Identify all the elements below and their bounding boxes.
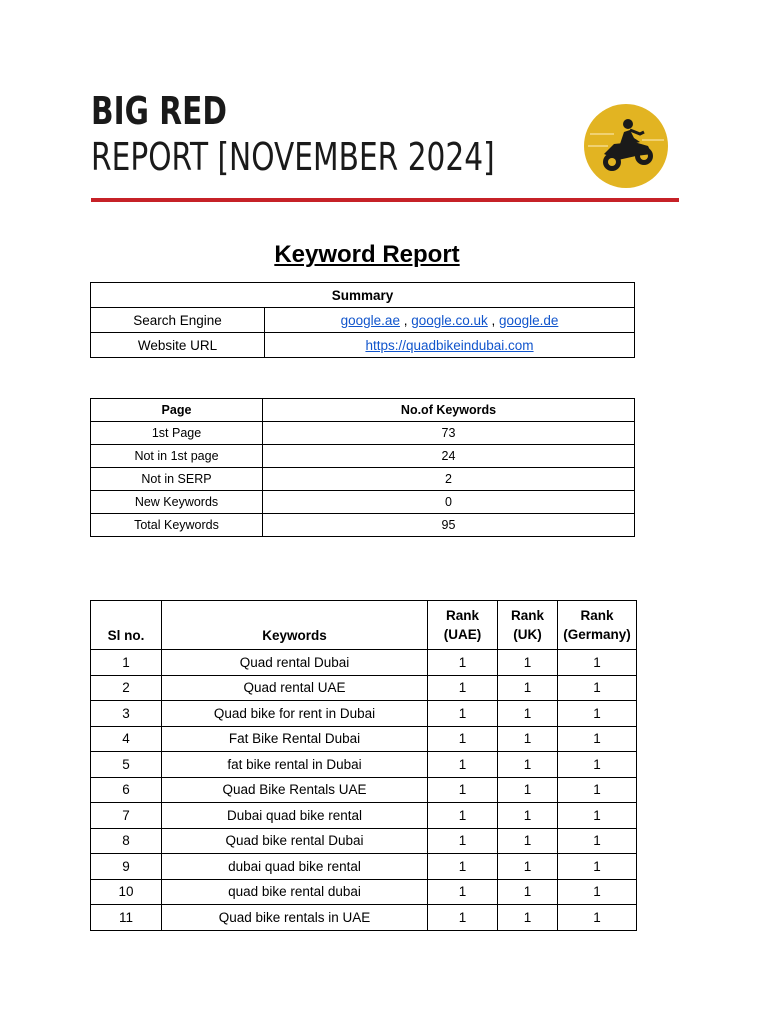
- keyword-cell: Fat Bike Rental Dubai: [162, 726, 428, 752]
- page-column-header: Page: [91, 399, 263, 422]
- sl-no-cell: 3: [91, 701, 162, 727]
- table-row: [91, 879, 637, 905]
- rank-uae-cell: 1: [428, 675, 498, 701]
- page-stats-header-row: [91, 399, 635, 422]
- keyword-cell: Quad bike rentals in UAE: [162, 905, 428, 931]
- table-row: [91, 752, 637, 778]
- rank-uae-cell: 1: [428, 905, 498, 931]
- rank-uae-cell: 1: [428, 701, 498, 727]
- brand-title: BIG RED: [91, 89, 227, 133]
- sl-no-cell: 6: [91, 777, 162, 803]
- website-url-label: Website URL: [91, 333, 265, 358]
- page-category: Not in SERP: [91, 468, 263, 491]
- search-engine-links: [265, 308, 635, 333]
- keyword-count: 73: [263, 422, 635, 445]
- rank-uae-cell: 1: [428, 777, 498, 803]
- rank-germany-cell: 1: [558, 905, 637, 931]
- rank-uae-cell: 1: [428, 803, 498, 829]
- website-url-cell: [265, 333, 635, 358]
- table-row: [91, 422, 635, 445]
- table-row: [91, 828, 637, 854]
- rank-germany-cell: 1: [558, 879, 637, 905]
- keyword-ranking-table: [90, 600, 637, 931]
- rank-uae-header: Rank (UAE): [428, 601, 498, 650]
- rank-uae-cell: 1: [428, 828, 498, 854]
- rank-germany-cell: 1: [558, 701, 637, 727]
- rank-uae-cell: 1: [428, 854, 498, 880]
- search-engine-link-ae[interactable]: google.ae: [340, 312, 400, 328]
- rank-uk-cell: 1: [498, 854, 558, 880]
- keyword-count: 24: [263, 445, 635, 468]
- table-row: [91, 777, 637, 803]
- keyword-cell: fat bike rental in Dubai: [162, 752, 428, 778]
- rank-germany-cell: 1: [558, 854, 637, 880]
- summary-table: [90, 282, 635, 358]
- page-stats-table: [90, 398, 635, 537]
- keyword-cell: Quad bike rental Dubai: [162, 828, 428, 854]
- header-divider: [91, 198, 679, 202]
- search-engine-link-de[interactable]: google.de: [499, 312, 559, 328]
- page-category: New Keywords: [91, 491, 263, 514]
- rank-germany-cell: 1: [558, 828, 637, 854]
- rank-uk-cell: 1: [498, 701, 558, 727]
- table-row: [91, 905, 637, 931]
- search-engine-link-uk[interactable]: google.co.uk: [411, 312, 488, 328]
- sl-no-cell: 1: [91, 650, 162, 676]
- keyword-cell: Dubai quad bike rental: [162, 803, 428, 829]
- rank-uk-cell: 1: [498, 726, 558, 752]
- table-row: [91, 726, 637, 752]
- page-category: Not in 1st page: [91, 445, 263, 468]
- rank-uk-cell: 1: [498, 828, 558, 854]
- rank-uk-cell: 1: [498, 803, 558, 829]
- report-period-title: REPORT [NOVEMBER 2024]: [91, 135, 495, 179]
- sl-no-cell: 4: [91, 726, 162, 752]
- rank-uae-cell: 1: [428, 650, 498, 676]
- sl-no-cell: 8: [91, 828, 162, 854]
- keyword-report-heading: Keyword Report: [274, 241, 460, 268]
- summary-row-website: [91, 333, 635, 358]
- rank-uae-cell: 1: [428, 752, 498, 778]
- keyword-cell: dubai quad bike rental: [162, 854, 428, 880]
- table-row: [91, 514, 635, 537]
- quad-bike-logo-icon: [584, 104, 668, 188]
- keyword-cell: Quad rental UAE: [162, 675, 428, 701]
- table-row: [91, 803, 637, 829]
- keyword-cell: Quad rental Dubai: [162, 650, 428, 676]
- rank-germany-cell: 1: [558, 726, 637, 752]
- keyword-count: 95: [263, 514, 635, 537]
- sl-no-cell: 7: [91, 803, 162, 829]
- summary-title: Summary: [91, 283, 635, 308]
- page-category: Total Keywords: [91, 514, 263, 537]
- keyword-cell: Quad Bike Rentals UAE: [162, 777, 428, 803]
- report-title: [91, 89, 609, 179]
- link-separator: ,: [487, 312, 500, 328]
- table-row: [91, 675, 637, 701]
- rank-uk-cell: 1: [498, 752, 558, 778]
- sl-no-cell: 11: [91, 905, 162, 931]
- keyword-cell: Quad bike for rent in Dubai: [162, 701, 428, 727]
- sl-no-cell: 5: [91, 752, 162, 778]
- rank-uae-cell: 1: [428, 879, 498, 905]
- rank-uk-header: Rank (UK): [498, 601, 558, 650]
- rank-uk-cell: 1: [498, 675, 558, 701]
- rank-uk-cell: 1: [498, 905, 558, 931]
- keyword-table-header-row: [91, 601, 637, 650]
- table-row: [91, 491, 635, 514]
- search-engine-label: Search Engine: [91, 308, 265, 333]
- rank-germany-cell: 1: [558, 675, 637, 701]
- link-separator: ,: [399, 312, 412, 328]
- keyword-count: 2: [263, 468, 635, 491]
- rank-germany-cell: 1: [558, 752, 637, 778]
- sl-no-cell: 2: [91, 675, 162, 701]
- page-category: 1st Page: [91, 422, 263, 445]
- rank-uk-cell: 1: [498, 650, 558, 676]
- sl-no-header: Sl no.: [91, 601, 162, 650]
- sl-no-cell: 9: [91, 854, 162, 880]
- table-row: [91, 854, 637, 880]
- rank-germany-header: Rank (Germany): [558, 601, 637, 650]
- table-row: [91, 701, 637, 727]
- rank-uae-cell: 1: [428, 726, 498, 752]
- rank-uk-cell: 1: [498, 879, 558, 905]
- table-row: [91, 650, 637, 676]
- keywords-header: Keywords: [162, 601, 428, 650]
- rank-uk-cell: 1: [498, 777, 558, 803]
- keyword-count-column-header: No.of Keywords: [263, 399, 635, 422]
- rank-germany-cell: 1: [558, 777, 637, 803]
- table-row: [91, 468, 635, 491]
- website-url-link[interactable]: https://quadbikeindubai.com: [365, 337, 534, 353]
- rank-germany-cell: 1: [558, 803, 637, 829]
- keyword-cell: quad bike rental dubai: [162, 879, 428, 905]
- rank-germany-cell: 1: [558, 650, 637, 676]
- summary-row-search-engine: [91, 308, 635, 333]
- keyword-count: 0: [263, 491, 635, 514]
- sl-no-cell: 10: [91, 879, 162, 905]
- table-row: [91, 445, 635, 468]
